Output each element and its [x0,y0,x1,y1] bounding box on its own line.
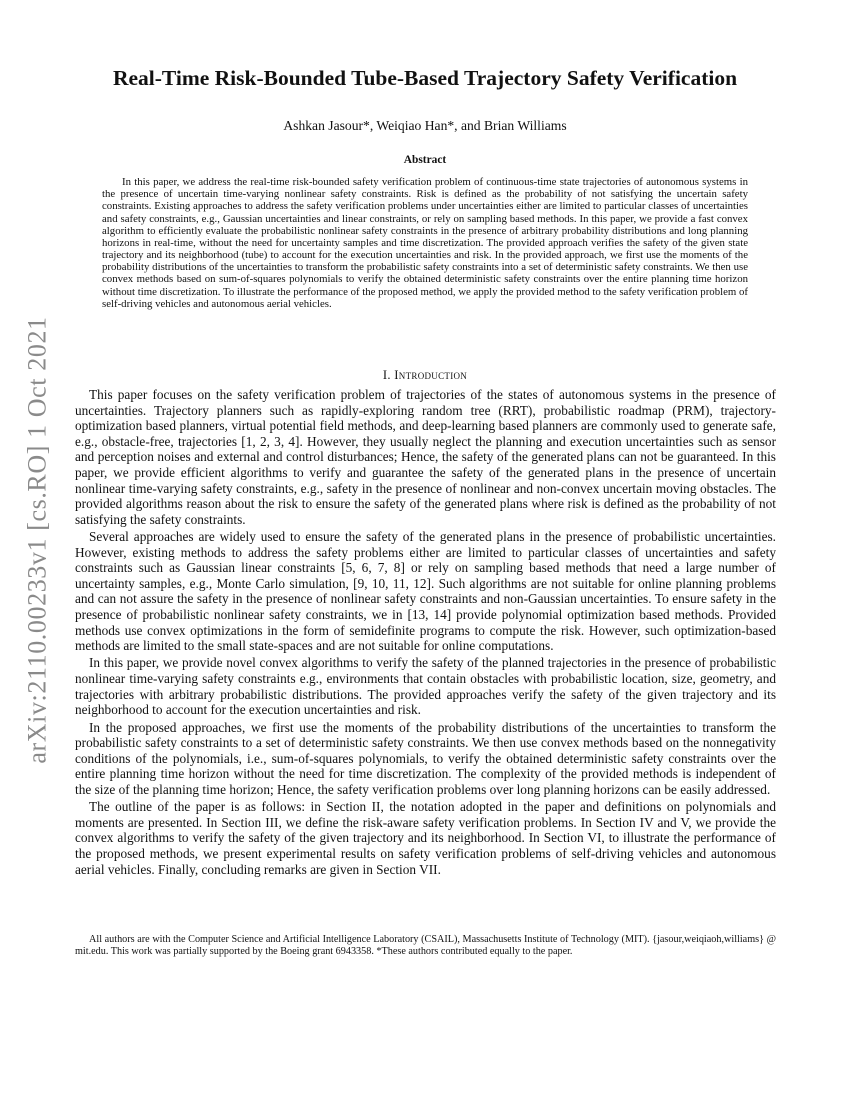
author-affiliation-footnote: All authors are with the Computer Science and Artificial Intelligence Laboratory (CSAIL), Massachusetts Institute of Technology (MIT). {jasour,weiqiaoh,williams} @ mit.edu. This work was partially supported by the Boeing grant 6943358. *These authors contributed equally to the paper. [75,934,776,958]
paper-title: Real-Time Risk-Bounded Tube-Based Trajectory Safety Verification [112,66,738,90]
introduction-body [75,387,776,879]
arxiv-identifier-stamp [8,300,68,780]
author-list: Ashkan Jasour*, Weiqiao Han*, and Brian Williams [283,118,567,133]
abstract-heading: Abstract [403,154,447,166]
intro-paragraph: The outline of the paper is as follows: in Section II, the notation adopted in the paper and definitions on polynomials and moments are presented. In Section III, we define the risk-aware safety verification problems. In Section IV and V, we provide the convex algorithms to verify the safety of the given trajectory and its neighborhood. In Section VI, to illustrate the performance of the proposed methods, we present experimental results on safety verification problems of self-driving vehicles and autonomous aerial vehicles. Finally, concluding remarks are given in Section VII. [75,799,776,877]
intro-paragraph: In this paper, we provide novel convex algorithms to verify the safety of the planned trajectories in the presence of probabilistic nonlinear time-varying safety constraints e.g., environments that contain obstacles with probabilistic location, size, geometry, and trajectories with arbitrary probabilistic distributions. The provided approaches verify the safety of the given trajectory and its neighborhood to account for the execution uncertainties and risk. [75,655,776,718]
abstract [102,154,748,310]
abstract-text: In this paper, we address the real-time risk-bounded safety verification problem of continuous-time state trajectories of autonomous systems in the presence of uncertain time-varying nonlinear safety constraints. Risk is defined as the probability of not satisfying the uncertain safety constraints. Existing approaches to address the safety verification problems under uncertainties either are limited to particular classes of uncertainties and safety constraints, e.g., Gaussian uncertainties and linear constraints, or rely on sampling based methods. In this paper, we provide a fast convex algorithm to efficiently evaluate the probabilistic nonlinear safety constraints in the presence of arbitrary probability distributions and long planning horizons in real-time, without the need for uncertainty samples and time discretization. The provided approach verifies the safety of the given state trajectory and its neighborhood (tube) to account for the execution uncertainties and risk. In the provided approach, we first use the moments of the probability distributions of the uncertainties to transform the probabilistic safety constraints into a set of deterministic safety constraints. We then use convex methods based on sum-of-squares polynomials to verify the obtained deterministic safety constraints over the entire planning time horizon without time discretization. To illustrate the performance of the proposed method, we apply the provided method to the safety verification problem of self-driving vehicles and autonomous aerial vehicles. [102,176,748,310]
section-heading-introduction: I. Introduction [382,368,468,382]
arxiv-identifier: arXiv:2110.00233v1 [cs.RO] 1 Oct 2021 [23,316,53,764]
intro-paragraph: This paper focuses on the safety verification problem of trajectories of the states of autonomous systems in the presence of uncertainties. Trajectory planners such as rapidly-exploring random tree (RRT), probabilistic roadmap (PRM), trajectory-optimization based planners, virtual potential field methods, and deep-learning based planners are commonly used to generate safe, e.g., obstacle-free, trajectories [1, 2, 3, 4]. However, they usually neglect the planning and execution uncertainties such as sensor and perception noises and external and control disturbances; Hence, the safety of the generated plans can not be guaranteed. In this paper, we provide efficient algorithms to verify and guarantee the safety of the generated plans in the presence of uncertain nonlinear time-varying safety constraints, e.g., safety in the presence of nonlinear and non-convex uncertain moving obstacles. The provided algorithms reason about the risk to ensure the safety of the generated plans where risk is defined as the probability of not satisfying the safety constraints. [75,387,776,527]
intro-paragraph: Several approaches are widely used to ensure the safety of the generated plans in the presence of probabilistic uncertainties. However, existing methods to address the safety problems either are limited to particular classes of uncertainties and safety constraints such as Gaussian linear constraints [5, 6, 7, 8] or rely on sampling based methods that need a large number of uncertainty samples, e.g., Monte Carlo simulation, [9, 10, 11, 12]. Such algorithms are not suitable for online planning problems and can not assure the safety in the presence of nonlinear safety constraints and non-Gaussian uncertainties. To ensure safety in the presence of probabilistic nonlinear safety constraints, we in [13, 14] provide polynomial optimization based methods. Provided methods use convex optimizations in the form of semidefinite programs to compute the risk. However, such optimization-based methods are limited to the small state-spaces and are not suitable for online computations. [75,529,776,654]
intro-paragraph: In the proposed approaches, we first use the moments of the probability distributions of the uncertainties to transform the probabilistic safety constraints to a set of deterministic safety constraints. We then use convex methods based on the nonnegativity conditions of the polynomials, i.e., sum-of-squares polynomials, to verify the obtained deterministic safety constraints over the entire planning time horizon without the need for time discretization. The complexity of the provided methods is independent of the size of the planning time horizon; Hence, the safety verification problems over long planning horizons can be easily addressed. [75,719,776,797]
